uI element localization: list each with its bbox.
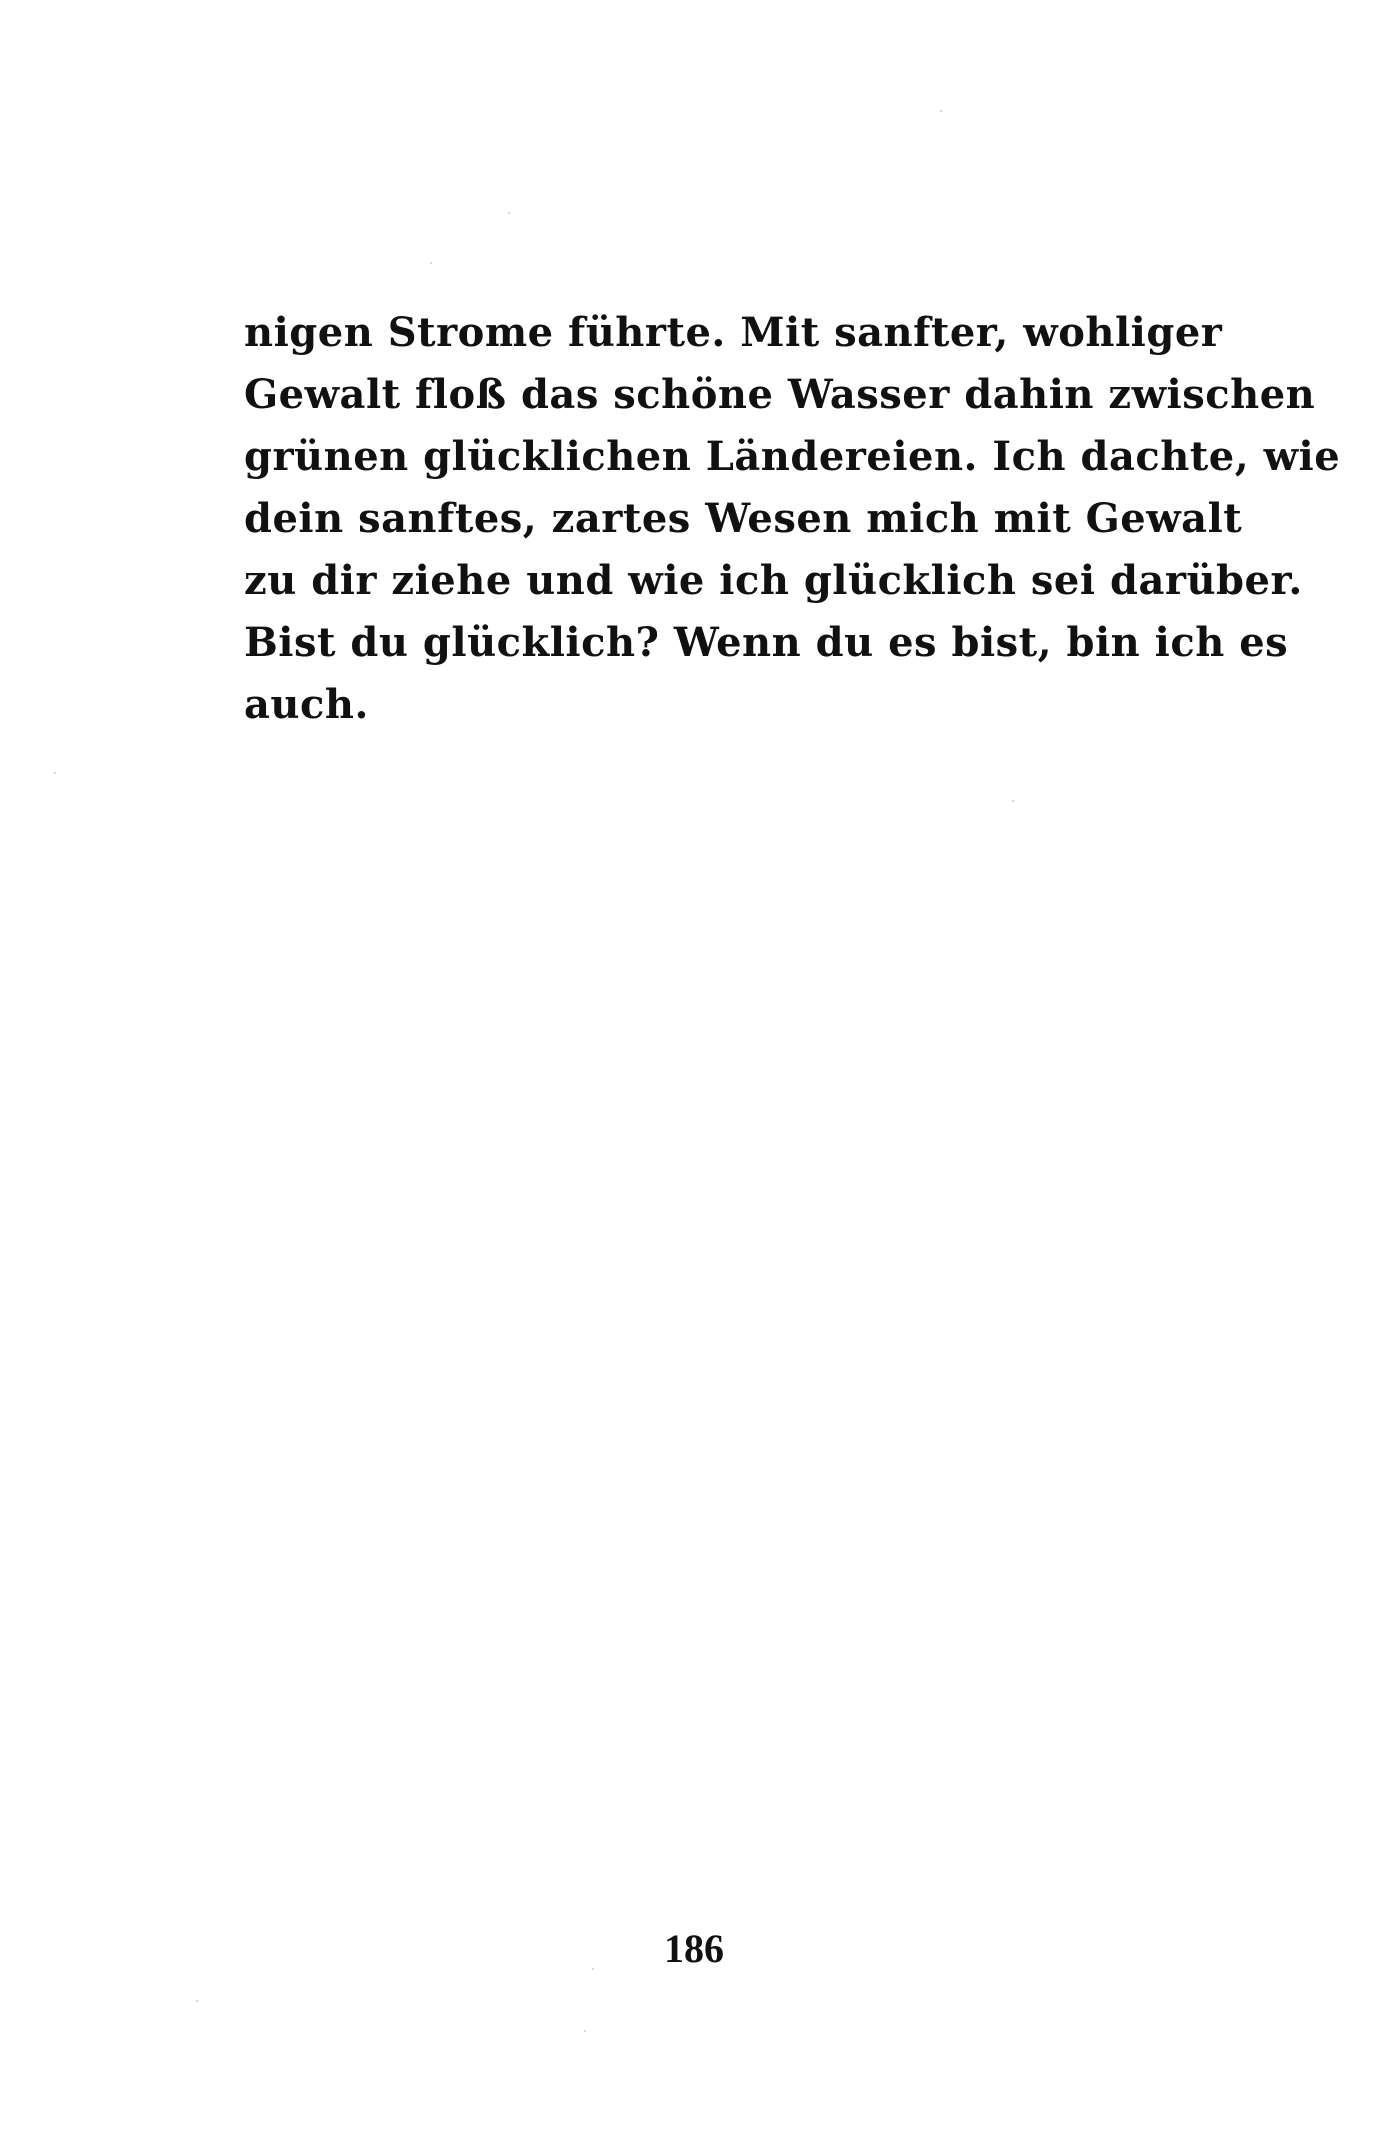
paper-speck	[54, 772, 56, 774]
paper-speck	[196, 2000, 198, 2002]
paper-speck	[1012, 800, 1014, 802]
paper-speck	[430, 262, 432, 264]
text-line-7: auch.	[244, 681, 369, 728]
body-text	[244, 302, 1341, 736]
paper-speck	[584, 2030, 586, 2032]
paper-speck	[508, 212, 510, 214]
text-line-2: Gewalt floß das schöne Wasser dahin zwischen	[244, 371, 1316, 418]
text-line-3: grünen glücklichen Ländereien. Ich dachte, wie	[244, 433, 1341, 480]
paper-speck	[592, 1968, 594, 1970]
paper-speck	[940, 110, 942, 112]
text-line-1: nigen Strome führte. Mit sanfter, wohliger	[244, 309, 1223, 356]
text-line-5: zu dir ziehe und wie ich glücklich sei darüber.	[244, 557, 1303, 604]
text-line-4: dein sanftes, zartes Wesen mich mit Gewalt	[244, 495, 1243, 542]
text-line-6: Bist du glücklich? Wenn du es bist, bin ich es	[244, 619, 1289, 666]
page-number: 186	[664, 1926, 724, 1971]
